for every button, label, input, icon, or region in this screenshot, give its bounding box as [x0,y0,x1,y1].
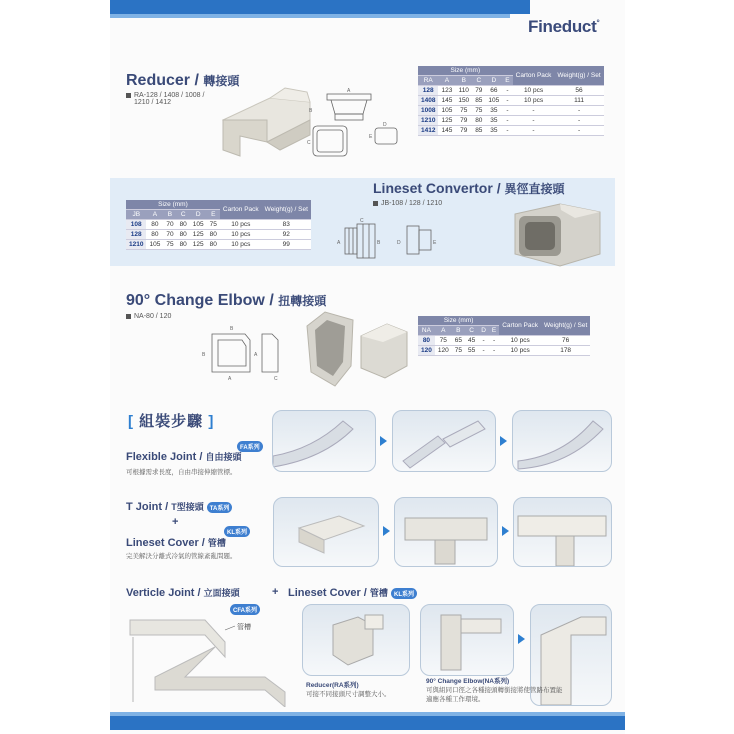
step-arrow [500,436,507,446]
step-arrow [380,436,387,446]
convertor-photo [505,196,610,276]
model-cell: 1412 [418,126,438,136]
table-row [126,220,311,230]
reducer-usage-photo [302,604,410,676]
flexible-tag: FA系列 [237,438,263,456]
tjoint-plus: + [172,516,179,528]
table-cell: - [532,127,535,134]
table-cell: - [506,127,509,134]
reducer-note-desc: 可接不同接頭尺寸調整大小。 [306,691,391,698]
table-cell: 125 [192,231,204,238]
elbow-usage-photo [420,604,514,676]
table-row [418,96,604,106]
svg-text:D: D [397,240,401,246]
table-cell: 65 [454,337,462,344]
elbow-photo [295,306,415,396]
table-cell: 83 [282,221,290,228]
reducer-title: Reducer / 轉接頭 [126,72,240,89]
table-cell: 10 pcs [231,241,251,248]
table-cell: 75 [454,347,462,354]
dim-e: E [369,134,373,140]
table-cell: 66 [490,87,498,94]
table-cell: 10 pcs [523,97,544,104]
table-cell: 99 [282,241,290,248]
reducer-drawing [305,86,405,164]
tjoint-title: T Joint / T型接頭 TA系列 [126,500,232,513]
verticle-cover-title: Lineset Cover / 管槽 KL系列 [288,586,417,599]
tjoint-step1-photo [273,497,379,567]
table-cell: 125 [441,117,453,124]
table-cell: 123 [441,87,453,94]
dim-d: D [383,122,387,128]
size-caption: Size (mm) [418,66,513,76]
table-cell: 79 [460,127,468,134]
table-cell: 35 [490,117,498,124]
reducer-spec-table: Size (mm) Carton Pack Weight(g) / Set RA A B C D E 128 123 110 79 66 - 10 pcs 56 1408 145 150 85 105 - 10 pcs 111 1008 105 75 75 35 - - - 1210 125 79 80 35 - - - 1412 145 79 85 35 - - - [418,66,604,136]
convertor-spec-table: Size (mm) Carton Pack Weight(g) / Set JB A B C D E 108 80 70 80 105 75 10 pcs 83 128 80 70 80 125 80 10 pcs 92 1210 105 75 80 125 80 10 pcs 99 [126,200,311,250]
table-cell: - [577,127,581,134]
flexible-step2-photo [392,410,496,472]
table-cell: 111 [574,97,584,104]
table-cell: - [577,117,581,124]
verticle-plus: + [272,586,279,598]
table-cell: - [506,107,509,114]
table-cell: - [492,347,496,354]
svg-text:E: E [433,240,437,246]
brand-logo: Fineduct° [528,17,600,36]
table-cell: 80 [475,117,483,124]
flexible-desc: 可根據需求長度，自由串接伸縮管標。 [126,469,237,476]
reducer-note-title: Reducer(RA系列) [306,682,359,689]
svg-text:B: B [202,352,206,358]
model-cell: 128 [418,86,438,96]
table-cell: 80 [151,221,159,228]
table-cell: 75 [209,221,217,228]
verticle-illustration [125,612,295,707]
table-cell: 79 [460,117,468,124]
table-cell: 75 [460,107,468,114]
table-cell: 10 pcs [510,337,530,344]
top-accent-stripe [110,14,510,18]
table-cell: - [577,107,581,114]
elbow-spec-table: Size (mm) Carton Pack Weight(g) / Set NA A B C D E 80 75 65 45 - - 10 pcs 76 120 120 75 55 - - 10 pcs 178 [418,316,590,356]
tjoint-step2-photo [394,497,498,567]
table-cell: - [492,337,496,344]
table-cell: - [482,337,485,344]
model-cell: 1008 [418,106,438,116]
dim-a: A [347,88,351,94]
elbow-note-desc1: 可與組同口徑之各種接頭轉銜接將使管路布置能 [426,687,563,694]
table-cell: - [506,87,509,94]
table-cell: 85 [475,97,483,104]
table-cell: 75 [475,107,483,114]
reducer-photo [215,80,315,158]
step-arrow [502,526,509,536]
table-row [418,126,604,136]
table-cell: - [506,97,509,104]
model-cell: 80 [418,336,435,346]
model-cell: 1210 [418,116,438,126]
table-row [418,346,590,356]
table-cell: 10 pcs [231,231,251,238]
assembly-title: [ 組裝步驟 ] [128,413,215,430]
table-cell: 56 [575,87,583,94]
table-cell: 45 [467,337,476,344]
table-cell: 76 [562,337,570,344]
convertor-models: JB-108 / 128 / 1210 [373,200,442,207]
flexible-title: Flexible Joint / 自由接頭 [126,451,242,463]
table-cell: 105 [488,97,500,104]
lineset-cover-title: Lineset Cover / 管槽 [126,537,226,549]
table-cell: 150 [458,97,470,104]
svg-text:A: A [254,352,258,358]
table-cell: - [532,117,535,124]
verticle-tag: CFA系列 [230,601,260,619]
table-row [418,86,604,96]
flexible-step3-photo [512,410,612,472]
svg-text:C: C [360,218,364,224]
top-accent-bar [110,0,530,14]
table-row [418,116,604,126]
table-row [418,336,590,346]
dim-b: B [309,108,313,114]
table-cell: 178 [560,347,572,354]
table-row [126,230,311,240]
table-cell: 75 [439,337,447,344]
svg-text:A: A [228,376,232,382]
elbow-note-desc2: 適應各種工作環境。 [426,696,485,703]
model-cell: 108 [126,220,146,230]
pipe-label: 管槽 [237,624,251,631]
model-cell: 128 [126,230,146,240]
tjoint-step3-photo [513,497,612,567]
model-cell: 1408 [418,96,438,106]
table-cell: 35 [490,107,498,114]
table-cell: - [506,117,509,124]
table-cell: 92 [282,231,290,238]
table-cell: 110 [458,87,469,94]
elbow-note-title: 90° Change Elbow(NA系列) [426,678,510,685]
svg-text:C: C [274,376,278,382]
table-cell: 85 [475,127,483,134]
table-cell: 70 [166,231,174,238]
dim-c: C [307,140,311,146]
table-cell: 10 pcs [510,347,530,354]
bottom-accent-bar [110,716,625,730]
step-arrow [518,634,525,644]
table-cell: 75 [166,241,174,248]
table-cell: 80 [209,241,217,248]
table-cell: 70 [166,221,174,228]
table-row [126,240,311,250]
table-cell: 145 [441,97,453,104]
svg-text:B: B [230,326,234,332]
table-cell: - [482,347,485,354]
elbow-models: NA-80 / 120 [126,313,171,320]
table-cell: 105 [149,241,161,248]
table-cell: 145 [441,127,453,134]
table-row [418,106,604,116]
tjoint-desc: 完美解決分離式冷氣的管線紊亂問題。 [126,553,237,560]
table-cell: 105 [441,107,453,114]
table-cell: 80 [179,221,187,228]
reducer-models: RA-128 / 1408 / 1008 / 1210 / 1412 [126,92,204,106]
table-cell: 105 [192,221,204,228]
svg-text:B: B [377,240,381,246]
flexible-step1-photo [272,410,376,472]
table-cell: 80 [179,241,187,248]
table-cell: 79 [475,87,483,94]
svg-text:A: A [337,240,341,246]
model-cell: 1210 [126,240,146,250]
table-cell: 125 [192,241,204,248]
table-cell: 10 pcs [523,87,544,94]
verticle-title: Verticle Joint / 立面接頭 [126,587,240,599]
model-cell: 120 [418,346,435,356]
table-cell: 55 [467,347,476,354]
table-cell: 80 [209,231,217,238]
table-cell: 35 [490,127,498,134]
table-cell: 80 [151,231,159,238]
table-cell: 120 [437,347,449,354]
convertor-title: Lineset Convertor / 異徑直接頭 [373,180,565,196]
table-cell: - [532,107,535,114]
step-arrow [383,526,390,536]
table-cell: 80 [179,231,187,238]
table-cell: 10 pcs [231,221,251,228]
cover-tag: KL系列 [224,523,250,541]
elbow-drawing [200,320,290,385]
convertor-drawing [335,216,445,266]
elbow-title: 90° Change Elbow / 扭轉接頭 [126,292,327,309]
